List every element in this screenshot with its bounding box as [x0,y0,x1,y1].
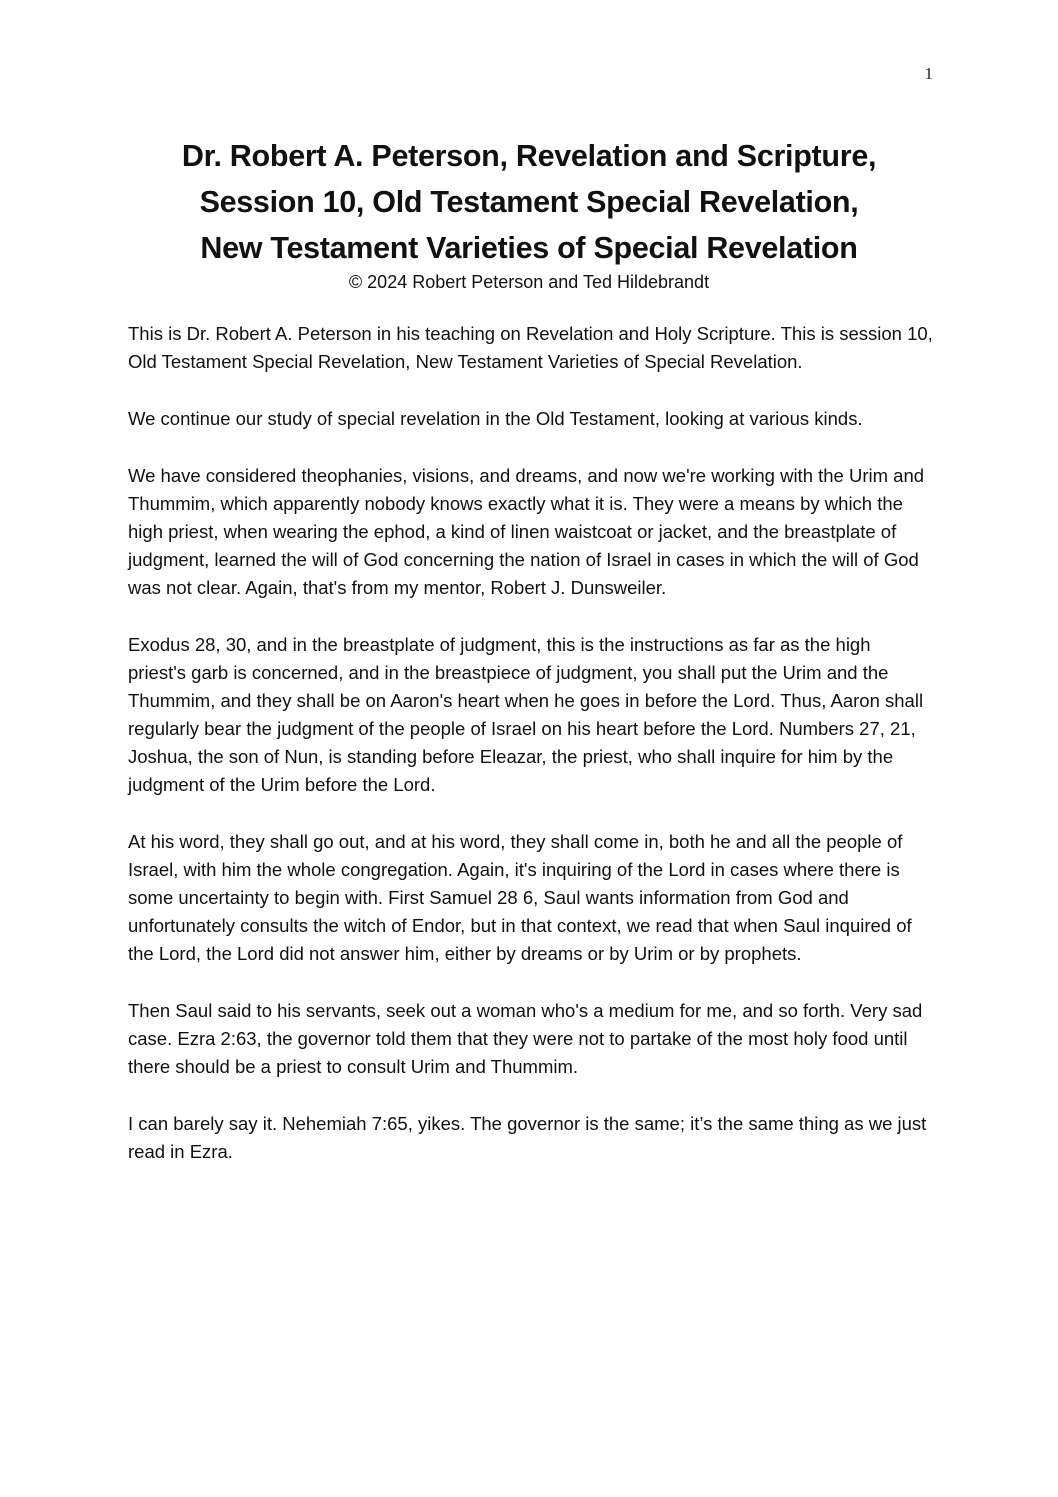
paragraph-urim-thummim: We have considered theophanies, visions, and dreams, and now we're working with the Urim and Thummim, which apparently nobody knows exactly what it is. They were a means by which the high priest, when wearing the ephod, a kind of linen waistcoat or jacket, and the breastplate of judgment, learned the will of God concerning the nation of Israel in cases in which the will of God was not clear. Again, that's from my mentor, Robert J. Dunsweiler. [128,465,925,598]
paragraph-intro: This is Dr. Robert A. Peterson in his teaching on Revelation and Holy Scripture. This is session 10, Old Testament Special Revelation, New Testament Varieties of Special Revelation. [128,323,933,372]
page-number: 1 [924,64,933,83]
document-title-line-3: New Testament Varieties of Special Revelation [200,231,858,265]
paragraph-ezra: Then Saul said to his servants, seek out a woman who's a medium for me, and so forth. Very sad case. Ezra 2:63, the governor told them that they were not to partake of the most holy food until there should be a priest to consult Urim and Thummim. [128,1000,923,1077]
copyright-notice: © 2024 Robert Peterson and Ted Hildebrandt [348,272,710,292]
paragraph-continue-study: We continue our study of special revelation in the Old Testament, looking at various kinds. [128,408,863,429]
paragraph-nehemiah: I can barely say it. Nehemiah 7:65, yikes. The governor is the same; it’s the same thing as we just read in Ezra. [128,1113,927,1162]
paragraph-exodus-numbers: Exodus 28, 30, and in the breastplate of judgment, this is the instructions as far as the high priest's garb is concerned, and in the breastpiece of judgment, you shall put the Urim and the Thummim, and they shall be on Aaron's heart when he goes in before the Lord. Thus, Aaron shall regularly bear the judgment of the people of Israel on his heart before the Lord. Numbers 27, 21, Joshua, the son of Nun, is standing before Eleazar, the priest, who shall inquire for him by the judgment of the Urim before the Lord. [128,634,924,795]
document-title-line-1: Dr. Robert A. Peterson, Revelation and Scripture, [181,139,877,173]
paragraph-first-samuel: At his word, they shall go out, and at his word, they shall come in, both he and all the people of Israel, with him the whole congregation. Again, it's inquiring of the Lord in cases where there is some uncertainty to begin with. First Samuel 28 6, Saul wants information from God and unfortunately consults the witch of Endor, but in that context, we read that when Saul inquired of the Lord, the Lord did not answer him, either by dreams or by Urim or by prophets. [128,831,912,964]
document-header [110,133,948,294]
document-title-line-2: Session 10, Old Testament Special Revelation, [199,185,859,219]
document-body [128,320,933,1195]
